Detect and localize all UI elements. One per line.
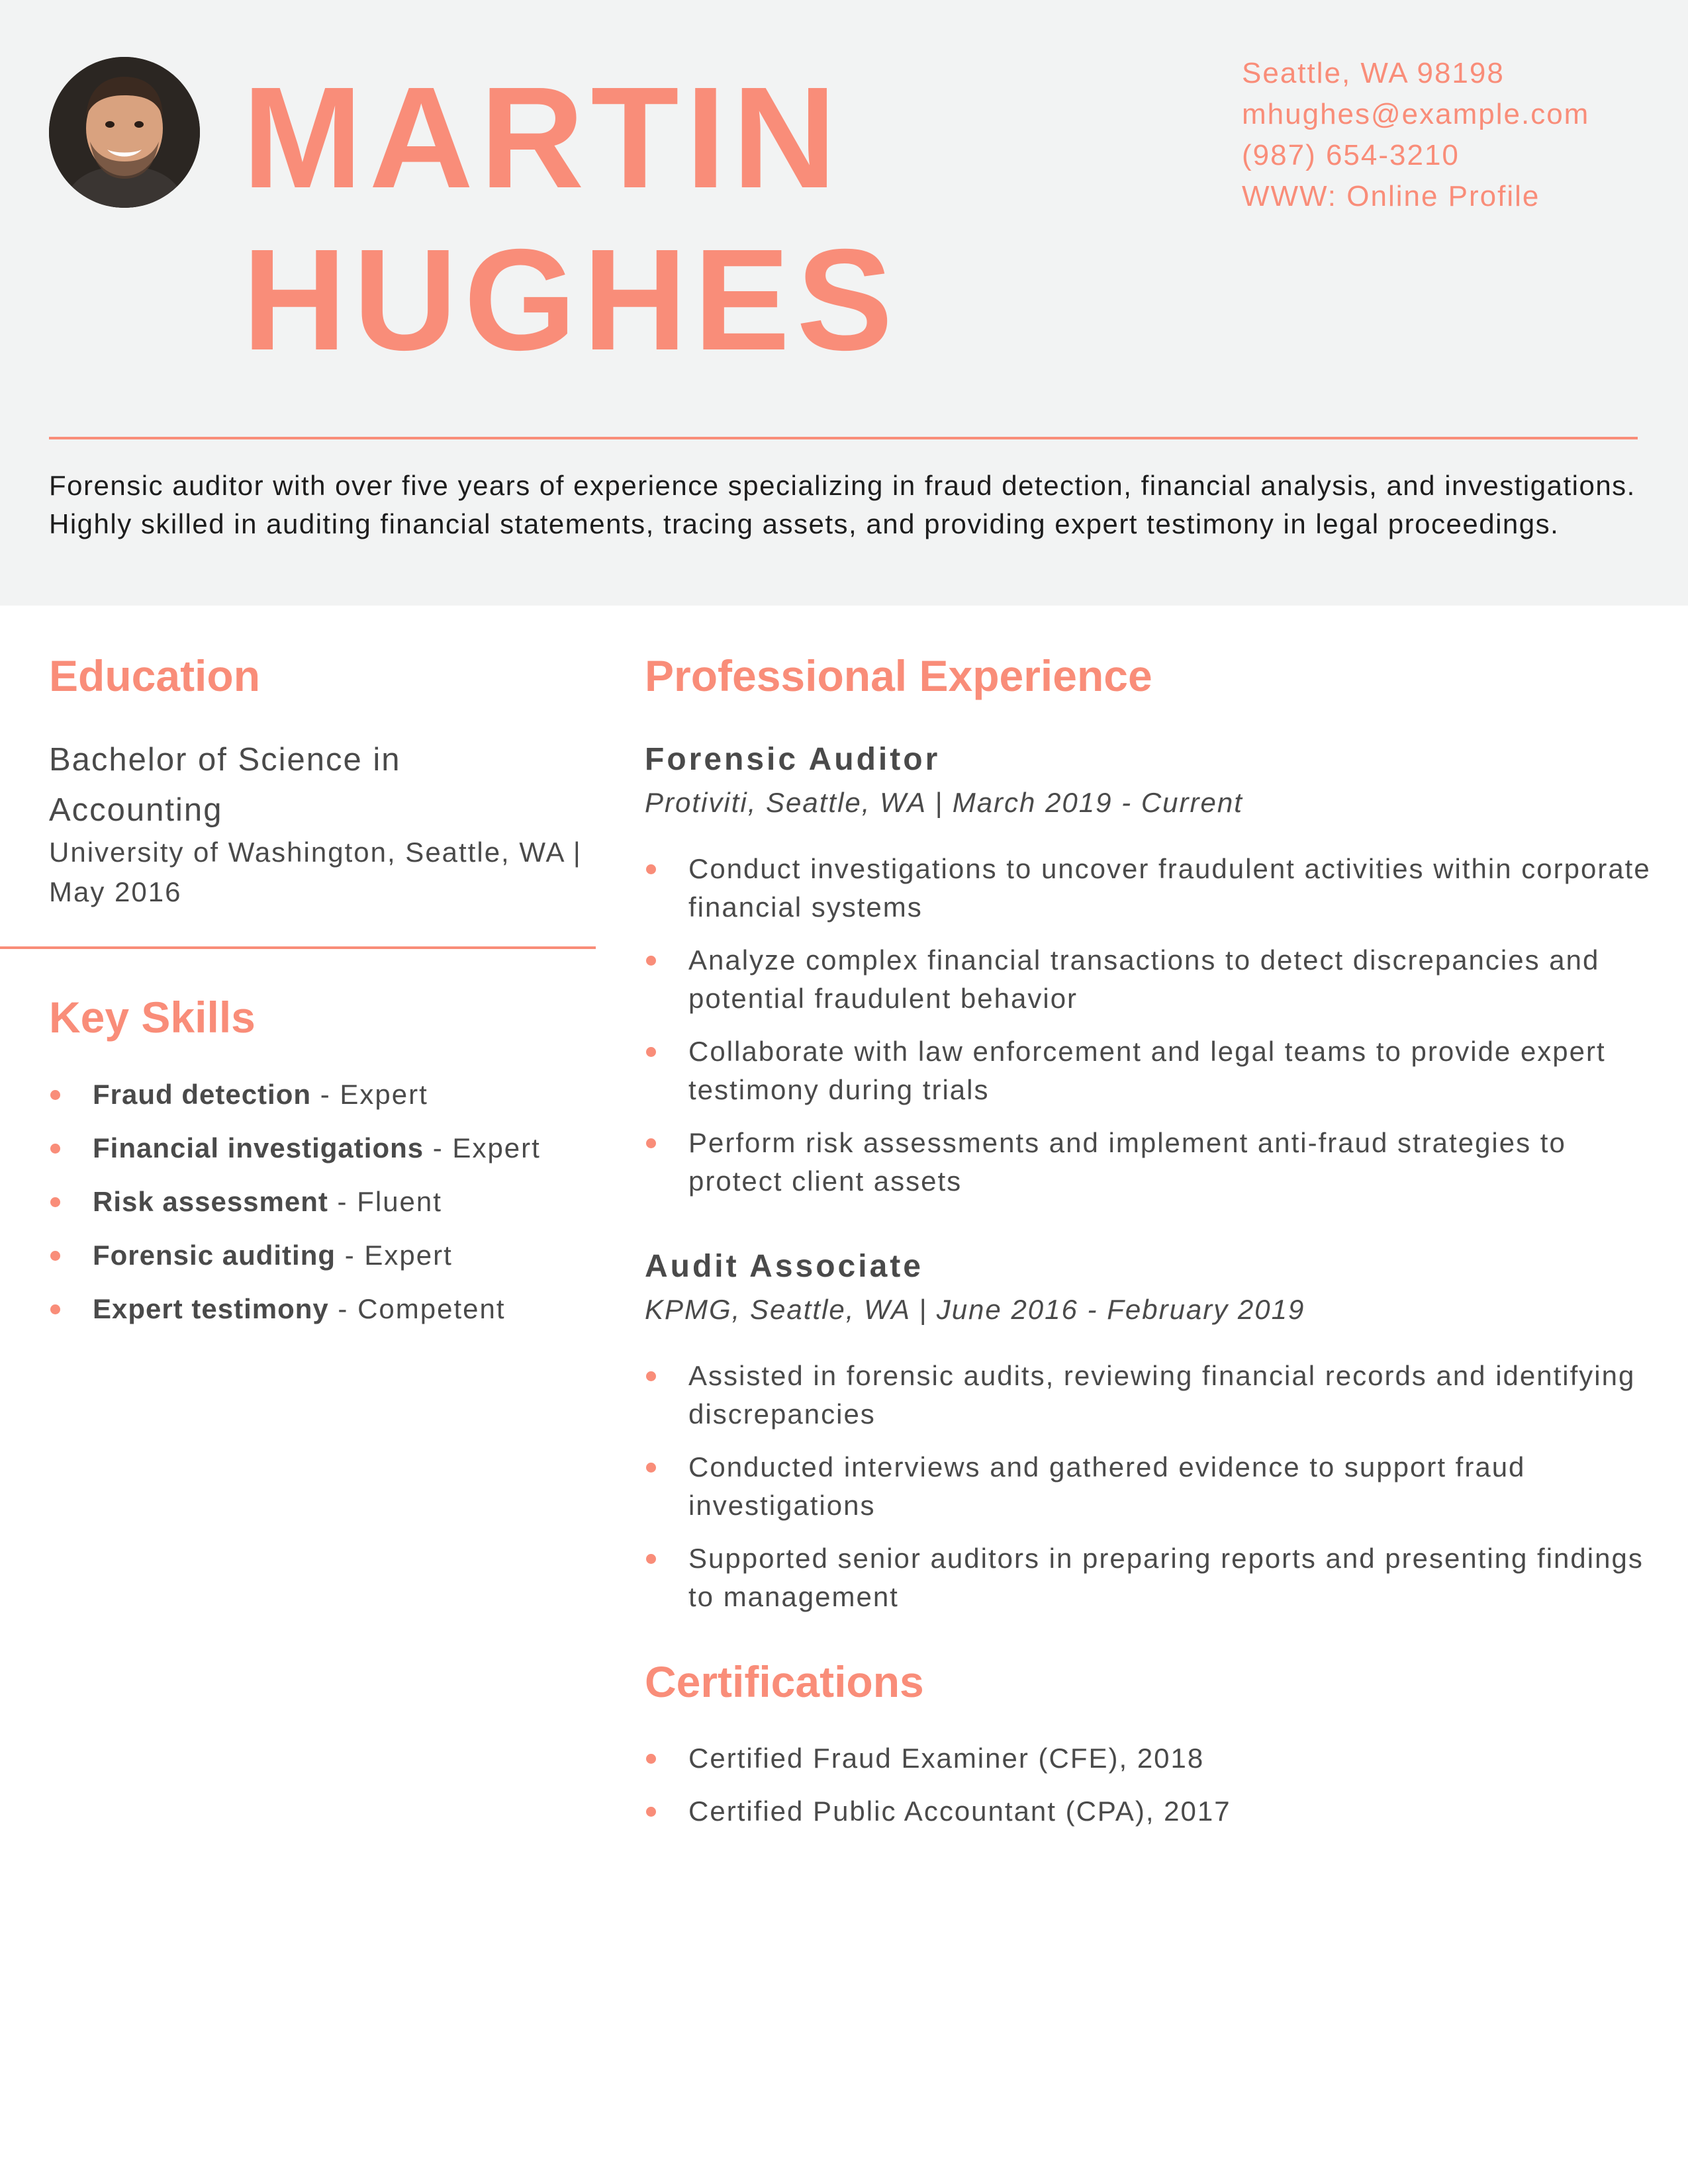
skill-item <box>49 1236 598 1275</box>
job-title: Audit Associate <box>645 1249 923 1284</box>
avatar-photo-icon <box>49 57 200 208</box>
last-name: HUGHES <box>242 220 900 381</box>
skill-name: Expert testimony <box>93 1293 329 1324</box>
skill-level: - Competent <box>328 1293 506 1324</box>
skill-item <box>49 1075 598 1114</box>
experience-heading: Professional Experience <box>645 651 1152 700</box>
duty-item: Perform risk assessments and implement anti-fraud strategies to protect client assets <box>645 1124 1651 1201</box>
education-school: University of Washington, Seattle, WA | May 2016 <box>49 837 582 907</box>
skill-item <box>49 1183 598 1221</box>
certification-item: Certified Public Accountant (CPA), 2017 <box>645 1792 1651 1831</box>
skill-name: Financial investigations <box>93 1132 424 1163</box>
duty-item: Collaborate with law enforcement and legal teams to provide expert testimony during trials <box>645 1032 1651 1109</box>
skill-name: Forensic auditing <box>93 1240 336 1271</box>
job-duties-list <box>645 850 1651 1215</box>
skill-name: Fraud detection <box>93 1079 312 1110</box>
header-divider <box>49 437 1638 439</box>
duty-item: Supported senior auditors in preparing reports and presenting findings to management <box>645 1539 1651 1616</box>
education-divider <box>0 946 596 949</box>
job-meta: KPMG, Seattle, WA | June 2016 - February 2019 <box>645 1294 1305 1325</box>
contact-block <box>1242 53 1589 217</box>
duty-item: Conduct investigations to uncover fraudulent activities within corporate financial systems <box>645 850 1651 927</box>
skill-item <box>49 1290 598 1328</box>
avatar <box>49 57 200 208</box>
first-name: MARTIN <box>242 58 843 218</box>
skills-list <box>49 1075 598 1343</box>
contact-phone[interactable]: (987) 654-3210 <box>1242 139 1460 171</box>
certification-item: Certified Fraud Examiner (CFE), 2018 <box>645 1739 1651 1778</box>
profile-summary: Forensic auditor with over five years of experience specializing in fraud detection, financial analysis, and investigations. Highly skilled in auditing financial statements, tracing assets, and providing expert testimony in legal proceedings. <box>49 470 1636 539</box>
job-meta: Protiviti, Seattle, WA | March 2019 - Current <box>645 787 1243 818</box>
duty-item: Assisted in forensic audits, reviewing financial records and identifying discrepancies <box>645 1357 1651 1433</box>
contact-address: Seattle, WA 98198 <box>1242 57 1505 89</box>
certifications-list <box>645 1739 1651 1845</box>
duty-item: Conducted interviews and gathered evidence to support fraud investigations <box>645 1448 1651 1525</box>
certifications-heading: Certifications <box>645 1657 924 1706</box>
duty-item: Analyze complex financial transactions to detect discrepancies and potential fraudulent behavior <box>645 941 1651 1018</box>
education-degree: Bachelor of Science in Accounting <box>49 742 401 828</box>
education-heading: Education <box>49 651 261 700</box>
skills-heading: Key Skills <box>49 993 256 1042</box>
skill-level: - Fluent <box>328 1186 442 1217</box>
contact-website[interactable]: WWW: Online Profile <box>1242 180 1540 212</box>
skill-level: - Expert <box>311 1079 428 1110</box>
skill-name: Risk assessment <box>93 1186 328 1217</box>
job-duties-list <box>645 1357 1651 1631</box>
skill-item <box>49 1129 598 1167</box>
job-title: Forensic Auditor <box>645 742 941 777</box>
skill-level: - Expert <box>424 1132 541 1163</box>
contact-email[interactable]: mhughes@example.com <box>1242 98 1590 130</box>
skill-level: - Expert <box>336 1240 453 1271</box>
